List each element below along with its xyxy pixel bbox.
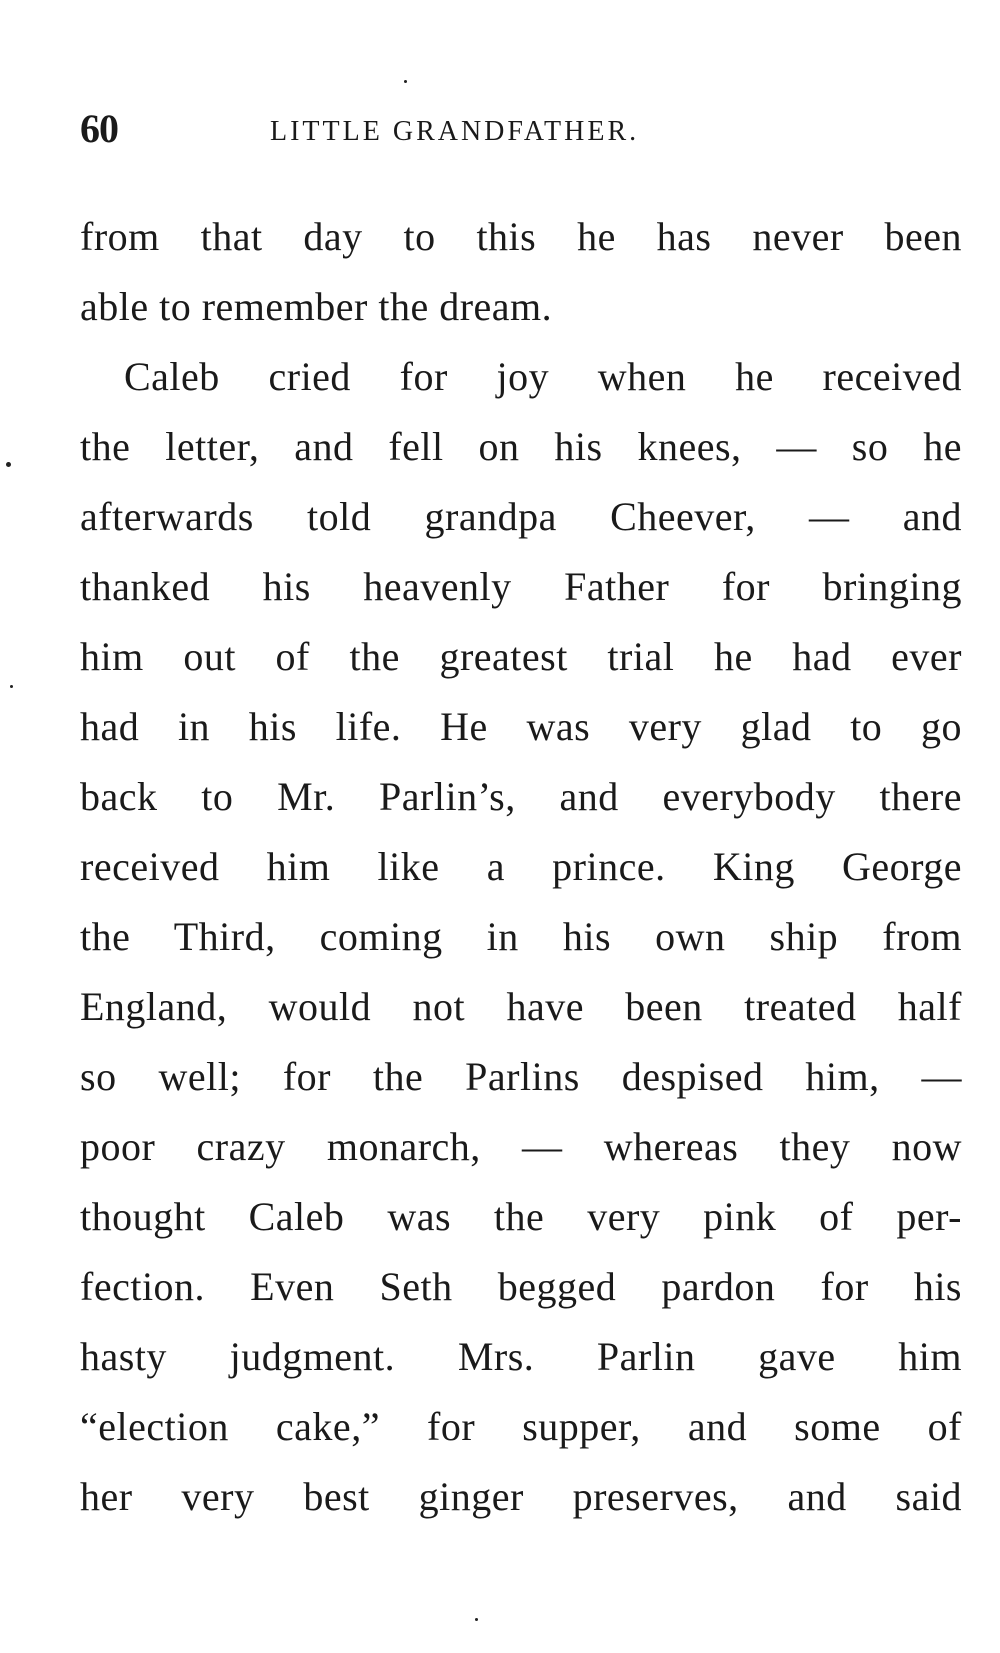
scan-speck [404, 80, 407, 83]
text-line: had in his life. He was very glad to go [80, 704, 962, 749]
text-line: him out of the greatest trial he had ever [80, 634, 962, 679]
scan-speck [475, 1618, 478, 1621]
scan-speck [10, 685, 13, 688]
text-line: afterwards told grandpa Cheever, — and [80, 494, 962, 539]
running-title: LITTLE GRANDFATHER. [270, 116, 640, 147]
text-line: received him like a prince. King George [80, 844, 962, 889]
text-line: able to remember the dream. [80, 284, 553, 329]
text-line: the letter, and fell on his knees, — so he [80, 424, 962, 469]
text-line: thanked his heavenly Father for bringing [80, 564, 962, 609]
text-line: fection. Even Seth begged pardon for his [80, 1264, 962, 1309]
text-line: England, would not have been treated half [80, 984, 962, 1029]
scan-speck [6, 462, 11, 467]
text-line: poor crazy monarch, — whereas they now [80, 1124, 962, 1169]
text-line: thought Caleb was the very pink of per- [80, 1194, 962, 1239]
text-line: Caleb cried for joy when he received [124, 354, 962, 399]
text-line: hasty judgment. Mrs. Parlin gave him [80, 1334, 962, 1379]
text-line: the Third, coming in his own ship from [80, 914, 962, 959]
text-line: back to Mr. Parlin’s, and everybody there [80, 774, 962, 819]
text-line: so well; for the Parlins despised him, — [80, 1054, 962, 1099]
text-line: her very best ginger preserves, and said [80, 1474, 962, 1519]
body-text [80, 202, 962, 1532]
text-line: from that day to this he has never been [80, 214, 962, 259]
text-line: “election cake,” for supper, and some of [80, 1404, 962, 1449]
page-number: 60 [80, 106, 118, 151]
